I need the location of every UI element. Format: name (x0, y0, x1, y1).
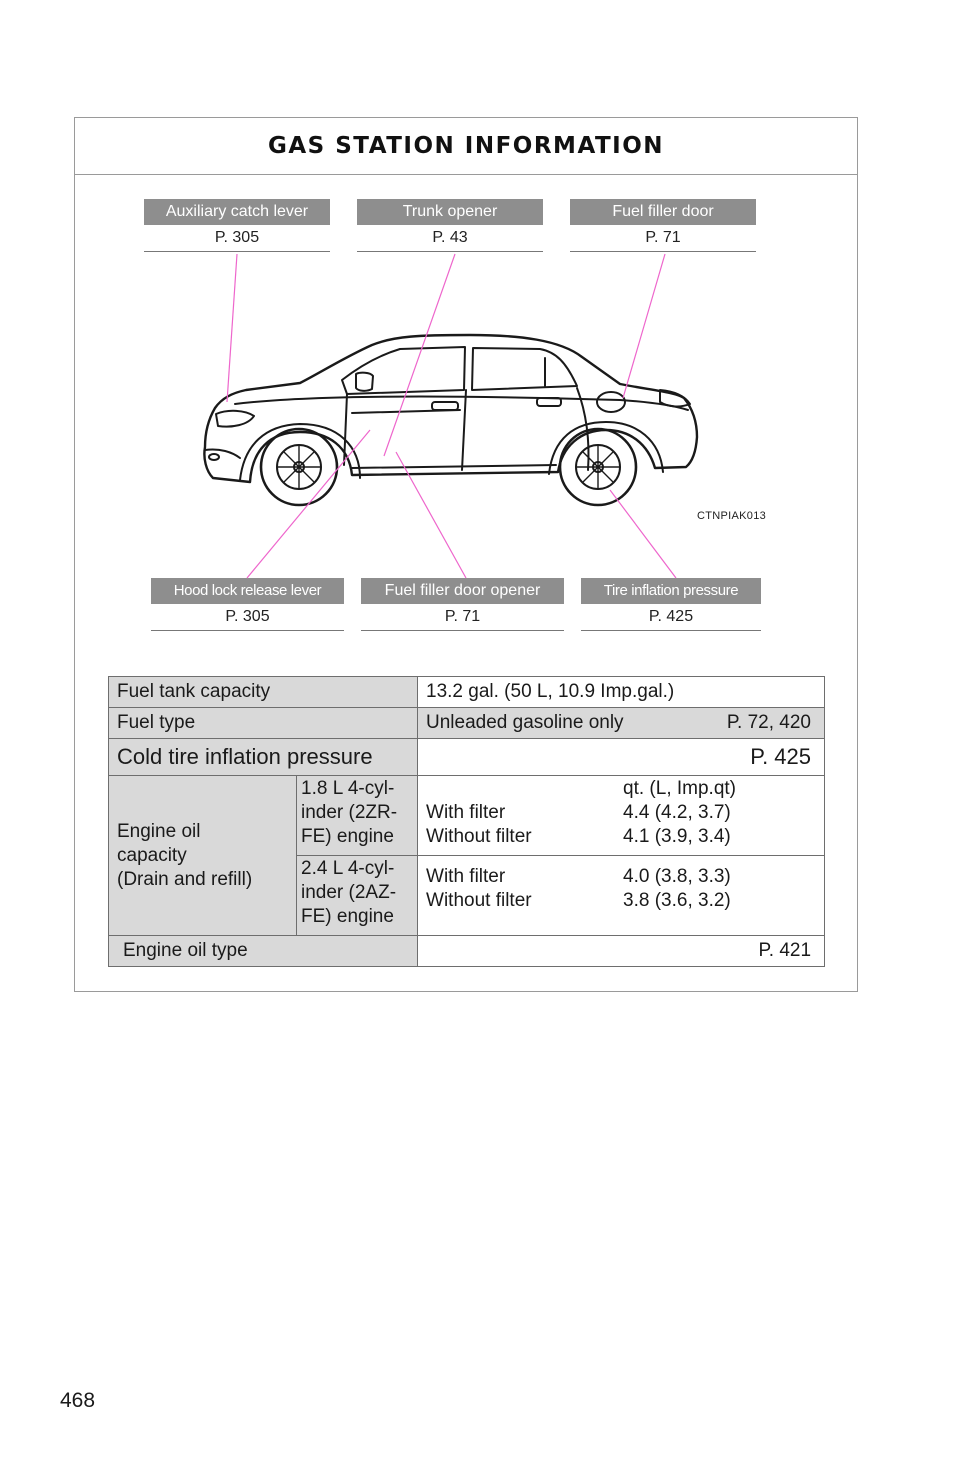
oil-capacity-value: 4.4 (4.2, 3.7) (623, 802, 731, 823)
fuel-tank-label: Fuel tank capacity (117, 681, 271, 702)
callout-tire-inflation-pressure[interactable] (581, 578, 761, 631)
oil-capacity-value: 4.1 (3.9, 3.4) (623, 826, 731, 847)
table-row (109, 708, 825, 739)
callout-label: Trunk opener (357, 199, 543, 225)
panel-header (75, 118, 857, 175)
engine-oil-values-cell (418, 856, 825, 936)
fuel-tank-value: 13.2 gal. (50 L, 10.9 Imp.gal.) (426, 681, 675, 702)
oil-unit-header: qt. (L, Imp.qt) (623, 778, 736, 799)
engine-oil-label-line: capacity (117, 844, 187, 866)
oil-filter-type: Without filter (426, 890, 532, 911)
cold-tire-label: Cold tire inflation pressure (117, 744, 373, 769)
oil-filter-type: With filter (426, 802, 506, 823)
engine-name-line: inder (2ZR- (301, 802, 398, 823)
callout-label: Tire inflation pressure (581, 578, 761, 604)
callout-page-ref[interactable]: P. 71 (570, 225, 756, 252)
cold-tire-value-cell (418, 739, 825, 776)
table-row (109, 677, 825, 708)
callout-page-ref[interactable]: P. 71 (361, 604, 564, 631)
callout-label: Hood lock release lever (151, 578, 344, 604)
page-number: 468 (60, 1389, 96, 1412)
fuel-type-page-ref[interactable]: P. 72, 420 (726, 712, 812, 733)
fuel-type-label-cell (109, 708, 418, 739)
panel-title: GAS STATION INFORMATION (267, 133, 665, 159)
callout-label: Fuel filler door opener (361, 578, 564, 604)
figure-code: CTNPIAK013 (697, 510, 767, 522)
oil-capacity-value: 3.8 (3.6, 3.2) (623, 890, 731, 911)
fuel-tank-value-cell (418, 677, 825, 708)
engine-oil-label-cell (109, 776, 297, 936)
callout-label: Fuel filler door (570, 199, 756, 225)
oil-type-value-cell (418, 936, 825, 967)
oil-filter-type: With filter (426, 866, 506, 887)
engine-oil-values-cell (418, 776, 825, 856)
callout-hood-lock-release-lever[interactable] (151, 578, 344, 631)
oil-filter-type: Without filter (426, 826, 532, 847)
engine-name-cell (297, 856, 418, 936)
engine-name-line: 2.4 L 4-cyl- (301, 858, 395, 879)
table-row (109, 776, 825, 856)
engine-oil-label-line: (Drain and refill) (117, 868, 253, 890)
fuel-type-label: Fuel type (117, 712, 196, 733)
fuel-type-value-cell (418, 708, 825, 739)
oil-type-label-cell (109, 936, 418, 967)
callout-page-ref[interactable]: P. 43 (357, 225, 543, 252)
table-row (109, 739, 825, 776)
callout-auxiliary-catch-lever[interactable] (144, 199, 330, 252)
cold-tire-label-cell (109, 739, 418, 776)
fuel-type-value: Unleaded gasoline only (426, 712, 624, 733)
engine-name-cell (297, 776, 418, 856)
cold-tire-page-ref[interactable]: P. 425 (750, 744, 812, 769)
callout-page-ref[interactable]: P. 305 (151, 604, 344, 631)
engine-name-line: 1.8 L 4-cyl- (301, 778, 395, 799)
oil-capacity-value: 4.0 (3.8, 3.3) (623, 866, 731, 887)
callout-fuel-filler-door[interactable] (570, 199, 756, 252)
table-row (109, 936, 825, 967)
callout-page-ref[interactable]: P. 305 (144, 225, 330, 252)
callout-fuel-filler-door-opener[interactable] (361, 578, 564, 631)
specs-table (108, 676, 825, 967)
callout-label: Auxiliary catch lever (144, 199, 330, 225)
fuel-tank-label-cell (109, 677, 418, 708)
callout-page-ref[interactable]: P. 425 (581, 604, 761, 631)
oil-type-page-ref[interactable]: P. 421 (758, 940, 812, 961)
engine-name-line: FE) engine (301, 826, 394, 847)
engine-name-line: FE) engine (301, 906, 394, 927)
oil-type-label: Engine oil type (123, 940, 248, 961)
engine-name-line: inder (2AZ- (301, 882, 397, 903)
callout-trunk-opener[interactable] (357, 199, 543, 252)
engine-oil-label-line: Engine oil (117, 820, 201, 842)
